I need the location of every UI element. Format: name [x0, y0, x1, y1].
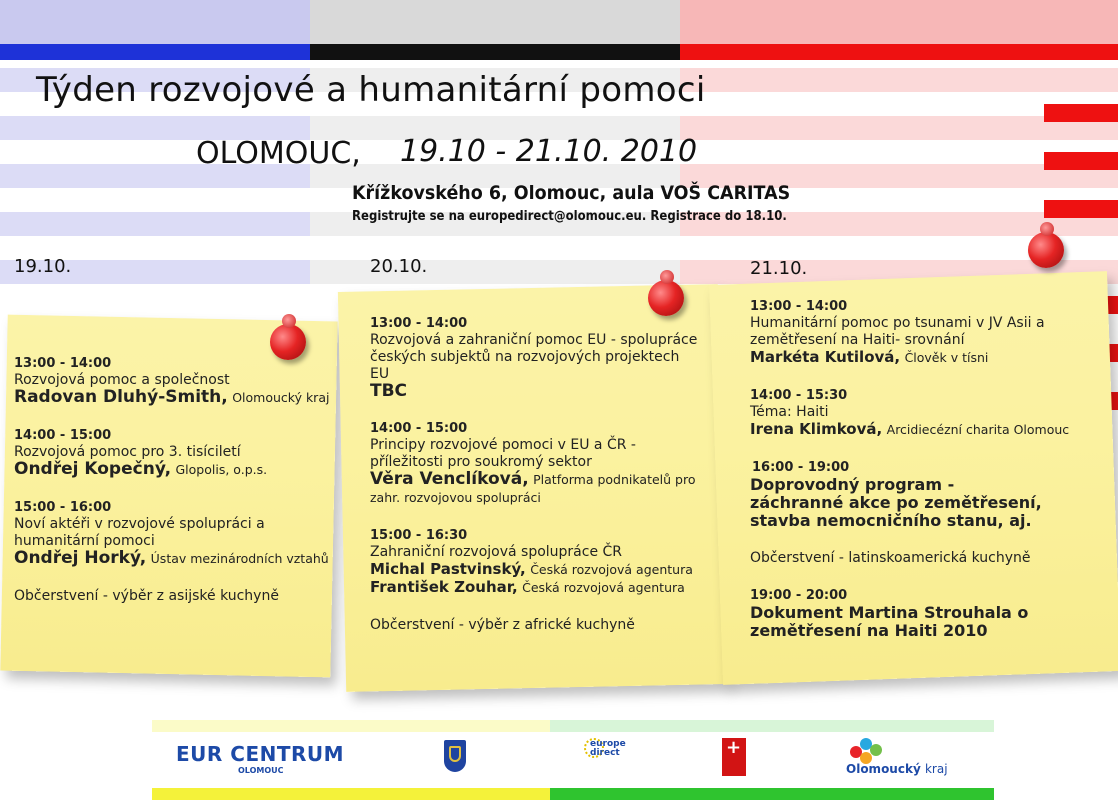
speaker-name: František Zouhar, [370, 578, 518, 596]
session [750, 459, 1050, 530]
olomoucky-kraj-logo [846, 762, 948, 776]
pushpin-icon [1028, 232, 1064, 268]
bottom-line-yellow [152, 720, 550, 732]
session-time: 14:00 - 15:30 [750, 388, 848, 403]
event-city: OLOMOUC, [196, 136, 361, 171]
day1-schedule [14, 355, 344, 605]
speaker-org: Glopolis, o.p.s. [175, 462, 268, 477]
europe-direct-logo [580, 738, 636, 758]
session-time: 13:00 - 14:00 [14, 356, 112, 371]
speaker-name: Ondřej Horký, [14, 548, 147, 568]
day-label: 20.10. [370, 256, 428, 277]
session [14, 427, 344, 479]
eurocentrum-logo-sub: OLOMOUC [238, 766, 284, 775]
session-topic: Rozvojová a zahraniční pomoc EU - spolupráce českých subjektů na rozvojových projektech EU [370, 332, 698, 382]
session-time: 14:00 - 15:00 [14, 428, 112, 443]
flag-stripe-black [310, 44, 680, 60]
session [750, 387, 1090, 439]
session-topic: Zahraniční rozvojová spolupráce ČR [370, 544, 623, 560]
session-time: 15:00 - 16:30 [370, 528, 468, 543]
day-label: 19.10. [14, 256, 72, 277]
flag-band-blue [0, 0, 310, 44]
session-topic: Noví aktéři v rozvojové spolupráci a humanitární pomoci [14, 516, 265, 549]
session [370, 420, 700, 507]
session [370, 315, 700, 400]
session-topic: Rozvojová pomoc pro 3. tisíciletí [14, 444, 241, 460]
session-time: 16:00 - 19:00 [752, 460, 850, 475]
university-shield-icon [444, 740, 466, 772]
speaker-org: Člověk v tísni [904, 350, 989, 365]
flag-band-grey [310, 0, 680, 44]
speaker-name: TBC [370, 381, 408, 401]
flag-stripe-red [680, 44, 1118, 60]
speaker-name: Věra Venclíková, [370, 469, 529, 489]
session-time: 14:00 - 15:00 [370, 421, 468, 436]
session-time: 13:00 - 14:00 [370, 316, 468, 331]
kraj-logo-light: kraj [924, 762, 948, 776]
session-time: 15:00 - 16:00 [14, 500, 112, 515]
event-dates: 19.10 - 21.10. 2010 [400, 134, 698, 169]
session-topic: Principy rozvojové pomoci v EU a ČR - příležitosti pro soukromý sektor [370, 437, 636, 470]
eurocentrum-logo: EUR CENTRUM [176, 742, 345, 766]
speaker-org: Česká rozvojová agentura [522, 580, 685, 595]
session [750, 298, 1070, 367]
bottom-bar-yellow [152, 788, 550, 800]
speaker-org: Platforma podnikatelů pro zahr. rozvojovou spolupráci [370, 472, 696, 505]
speaker-org: Olomoucký kraj [232, 390, 330, 405]
speaker-name: Michal Pastvinský, [370, 560, 526, 578]
session [14, 499, 329, 568]
speaker-org: Arcidiecézní charita Olomouc [886, 422, 1070, 437]
bottom-line-green [550, 720, 994, 732]
red-tab [1044, 104, 1118, 122]
session-time: 19:00 - 20:00 [750, 588, 848, 603]
registration-note: Registrujte se na europedirect@olomouc.eu. Registrace do 18.10. [352, 209, 787, 224]
accompanying-program: Doprovodný program - záchranné akce po zemětřesení, stavba nemocničního stanu, aj. [750, 475, 1042, 530]
charita-logo-icon [722, 738, 746, 776]
speaker-name: Markéta Kutilová, [750, 348, 901, 366]
speaker-org: Česká rozvojová agentura [530, 562, 693, 577]
session-topic: Humanitární pomoc po tsunami v JV Asii a zemětřesení na Haiti- srovnání [750, 315, 1045, 348]
refreshment-note: Občerstvení - výběr z africké kuchyně [370, 617, 635, 633]
pushpin-icon [648, 280, 684, 316]
day3-schedule [750, 298, 1090, 660]
refreshment-note: Občerstvení - výběr z asijské kuchyně [14, 588, 279, 604]
flag-stripe-blue [0, 44, 310, 60]
film-screening [750, 587, 1030, 640]
europe-direct-label: europe direct [590, 739, 626, 758]
flag-band-red [680, 0, 1118, 44]
speaker-name: Radovan Dluhý-Smith, [14, 387, 228, 407]
day2-schedule [370, 315, 710, 634]
speaker-org: Ústav mezinárodních vztahů [150, 551, 329, 566]
refreshment-note: Občerstvení - latinskoamerická kuchyně [750, 550, 1031, 566]
session-topic: Téma: Haiti [750, 404, 829, 420]
session [14, 355, 344, 407]
speaker-name: Irena Klimková, [750, 420, 883, 438]
event-venue: Křížkovského 6, Olomouc, aula VOŠ CARITAS [352, 182, 791, 204]
red-tab [1044, 152, 1118, 170]
session [370, 527, 710, 597]
day-label: 21.10. [750, 258, 808, 279]
kraj-logo-bold: Olomoucký [846, 762, 921, 776]
speaker-name: Ondřej Kopečný, [14, 459, 172, 479]
session-topic: Rozvojová pomoc a společnost [14, 372, 230, 388]
bottom-bar-green [550, 788, 994, 800]
session-time: 13:00 - 14:00 [750, 299, 848, 314]
film-title: Dokument Martina Strouhala o zemětřesení na Haiti 2010 [750, 603, 1029, 640]
page-title: Týden rozvojové a humanitární pomoci [36, 70, 706, 110]
red-tab [1044, 200, 1118, 218]
